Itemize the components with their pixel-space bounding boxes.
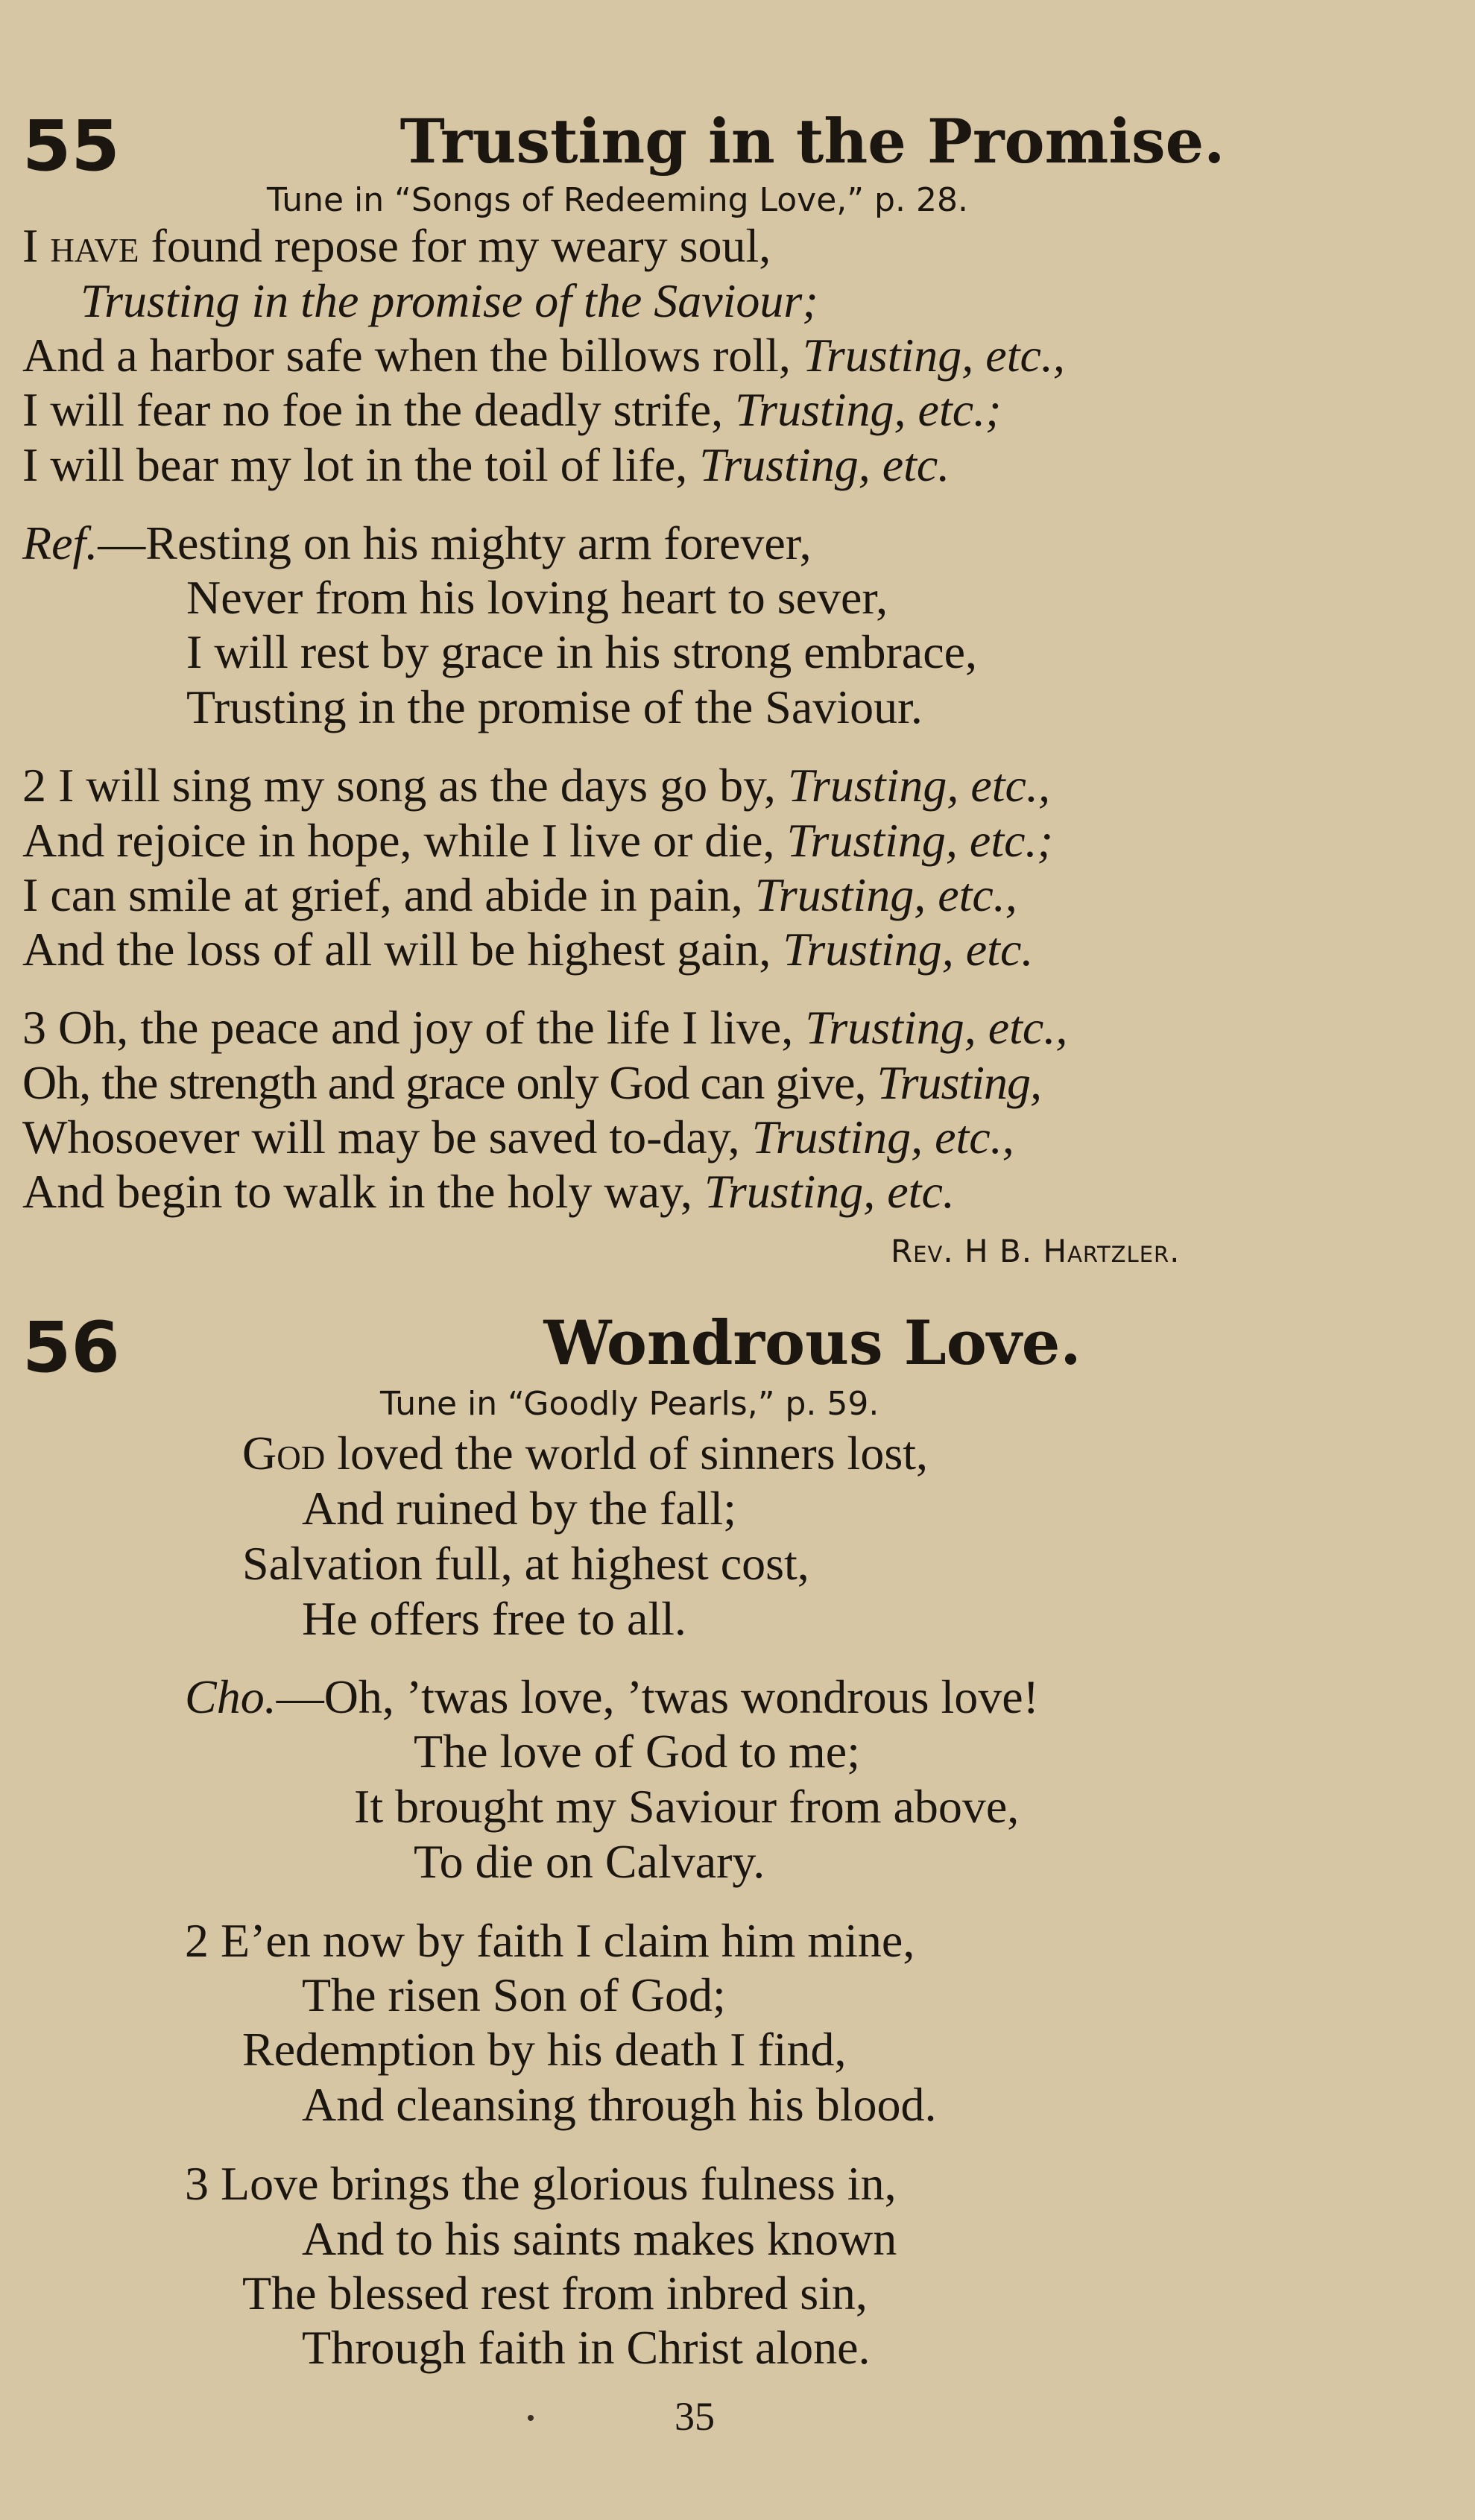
verse-first-words: God — [242, 1427, 326, 1480]
verse-line: 3 Love brings the glorious fulness in, — [185, 2157, 897, 2210]
verse-line — [22, 329, 1065, 382]
chorus-text: —Oh, ’twas love, ’twas wondrous love! — [276, 1670, 1039, 1723]
verse-text: 2 I will sing my song as the days go by, — [22, 759, 788, 812]
verse-line — [22, 219, 771, 272]
chorus-line: To die on Calvary. — [414, 1835, 765, 1888]
verse-line — [242, 1427, 928, 1480]
stray-mark — [528, 2415, 534, 2421]
chorus-line: The love of God to me; — [414, 1725, 860, 1778]
verse-text: And rejoice in hope, while I live or die, — [22, 814, 787, 867]
verse-line — [22, 1165, 955, 1218]
refrain-line: I will rest by grace in his strong embrace, — [186, 625, 977, 678]
verse-text: I will bear my lot in the toil of life, — [22, 438, 700, 491]
verse-line — [22, 868, 1017, 921]
verse-line — [22, 814, 1053, 867]
refrain-cue: Trusting, etc., — [787, 759, 1050, 812]
hymn-author: Rev. H B. Hartzler. — [891, 1233, 1181, 1269]
verse-line — [22, 923, 1034, 976]
refrain-cue: Trusting, etc.; — [786, 814, 1053, 867]
verse-line: And to his saints makes known — [302, 2212, 897, 2265]
hymn-number: 56 — [22, 1307, 120, 1389]
verse-line — [22, 1111, 1014, 1163]
refrain-cue: Trusting, etc., — [754, 868, 1017, 921]
verse-line — [22, 1001, 1068, 1054]
refrain-cue: Trusting, etc. — [704, 1165, 955, 1218]
refrain-cue: Trusting, etc. — [699, 438, 950, 491]
refrain-cue: Trusting, etc. — [783, 923, 1034, 976]
page-number: 35 — [675, 2394, 715, 2439]
chorus-line: It brought my Saviour from above, — [354, 1780, 1020, 1833]
verse-text: loved the world of sinners lost, — [325, 1427, 928, 1480]
verse-line — [22, 759, 1050, 812]
verse-line: And ruined by the fall; — [302, 1482, 736, 1535]
refrain-label: Ref. — [22, 517, 98, 569]
verse-text: I will fear no foe in the deadly strife, — [22, 383, 736, 436]
refrain-cue: Trusting, etc., — [751, 1111, 1014, 1163]
chorus-label: Cho. — [185, 1670, 277, 1723]
refrain-line: Trusting in the promise of the Saviour. — [186, 680, 923, 733]
verse-text: And begin to walk in the holy way, — [22, 1165, 704, 1218]
verse-line: And cleansing through his blood. — [302, 2078, 937, 2131]
hymn-number: 55 — [22, 106, 120, 187]
hymn-title: Wondrous Love. — [543, 1308, 1081, 1379]
refrain-cue: Trusting, etc., — [805, 1001, 1068, 1054]
verse-first-words: I have — [22, 219, 139, 272]
verse-text: 3 Oh, the peace and joy of the life I live, — [22, 1001, 806, 1054]
verse-line: The blessed rest from inbred sin, — [242, 2267, 868, 2320]
refrain-line: Never from his loving heart to sever, — [186, 571, 888, 624]
refrain-cue: Trusting, etc., — [802, 329, 1065, 382]
chorus-line — [185, 1670, 1039, 1723]
refrain-cue: Trusting, — [877, 1056, 1041, 1109]
verse-text: Whosoever will may be saved to-day, — [22, 1111, 752, 1163]
verse-text: And the loss of all will be highest gain, — [22, 923, 783, 976]
verse-line: Redemption by his death I find, — [242, 2023, 847, 2076]
verse-text: Oh, the strength and grace only God can give, — [22, 1056, 877, 1109]
refrain-cue: Trusting, etc.; — [735, 383, 1002, 436]
tune-reference: Tune in “Goodly Pearls,” p. 59. — [380, 1385, 879, 1423]
verse-line: Salvation full, at highest cost, — [242, 1537, 809, 1590]
verse-line: Through faith in Christ alone. — [302, 2321, 871, 2374]
verse-line: He offers free to all. — [302, 1592, 686, 1645]
refrain-text: —Resting on his mighty arm forever, — [98, 517, 812, 569]
verse-text: And a harbor safe when the billows roll, — [22, 329, 803, 382]
verse-line — [22, 438, 950, 491]
verse-line — [22, 1056, 1041, 1109]
hymn-title: Trusting in the Promise. — [399, 107, 1225, 177]
verse-line: The risen Son of God; — [302, 1968, 726, 2021]
verse-line: Trusting in the promise of the Saviour; — [80, 274, 818, 327]
refrain-line — [22, 517, 812, 569]
verse-text: found repose for my weary soul, — [139, 219, 771, 272]
tune-reference: Tune in “Songs of Redeeming Love,” p. 28. — [267, 181, 968, 219]
verse-line — [22, 383, 1002, 436]
verse-text: I can smile at grief, and abide in pain, — [22, 868, 755, 921]
verse-line: 2 E’en now by faith I claim him mine, — [185, 1914, 915, 1967]
